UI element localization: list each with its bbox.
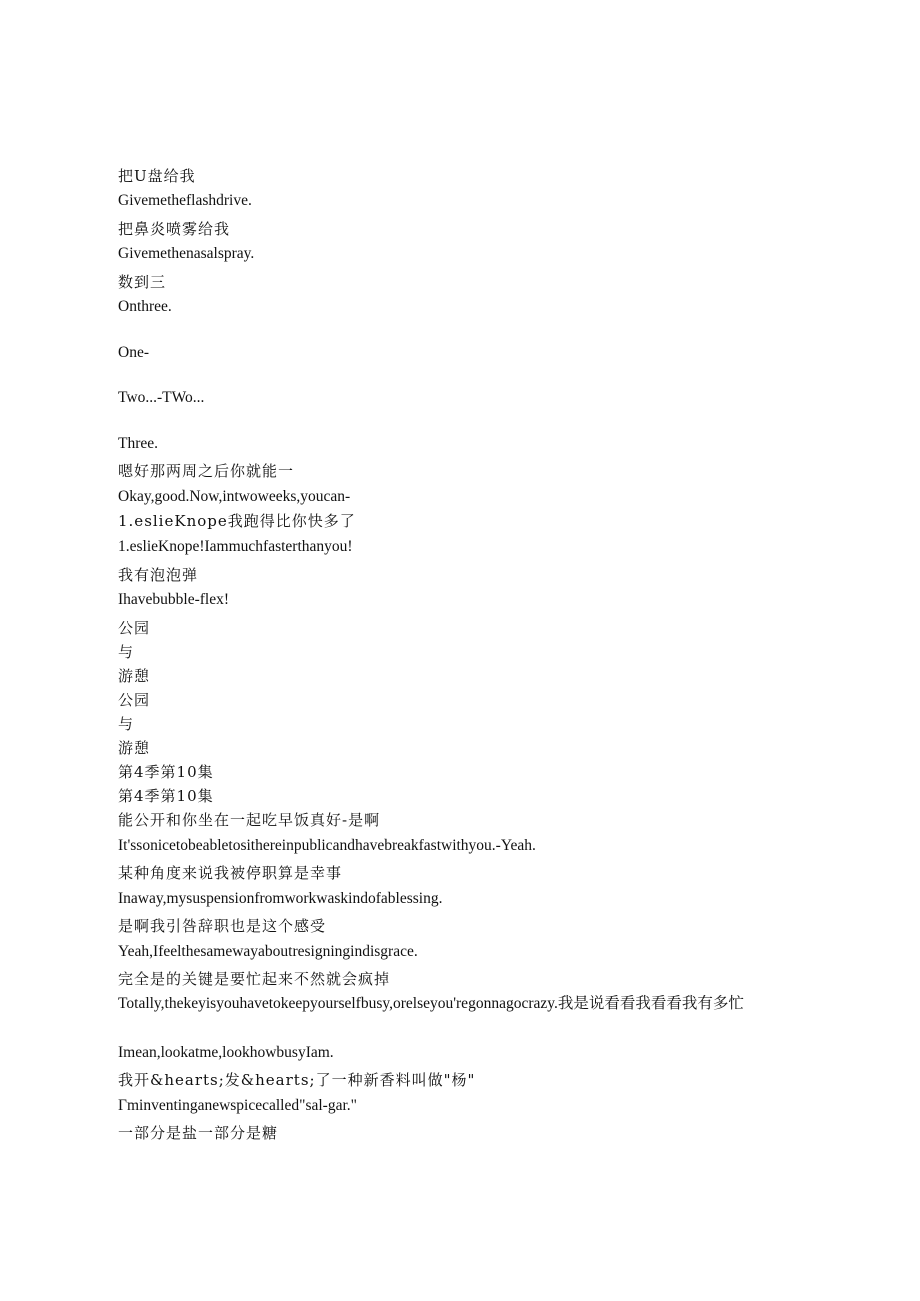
subtitle-line-en: Two...-TWo... — [118, 389, 205, 406]
subtitle-line-zh: 公园 — [118, 691, 151, 709]
subtitle-line-en: Onthree. — [118, 298, 172, 315]
subtitle-line-zh: 一部分是盐一部分是糖 — [118, 1124, 279, 1142]
subtitle-line-zh: 某种角度来说我被停职算是幸事 — [118, 864, 343, 882]
subtitle-line-en: 1.eslieKnope!Iammuchfasterthanyou! — [118, 538, 353, 555]
subtitle-line-en: Givemethenasalspray. — [118, 245, 255, 262]
subtitle-line-zh: 完全是的关键是要忙起来不然就会疯掉 — [118, 970, 391, 988]
subtitle-line-zh: 是啊我引咎辞职也是这个感受 — [118, 917, 327, 935]
subtitle-line-en: It'ssonicetobeabletosithereinpublicandhavebreakfastwithyou.-Yeah. — [118, 837, 536, 854]
subtitle-line-zh: 游憩 — [118, 739, 151, 757]
subtitle-line-zh: 我开&hearts;发&hearts;了一种新香料叫做"杨" — [118, 1071, 476, 1089]
subtitle-line-zh: 游憩 — [118, 667, 151, 685]
subtitle-line-zh: 能公开和你坐在一起吃早饭真好-是啊 — [118, 811, 381, 829]
subtitle-line-en: Givemetheflashdrive. — [118, 192, 252, 209]
subtitle-line-en: Ihavebubble-flex! — [118, 591, 230, 608]
subtitle-line-zh: 把鼻炎喷雾给我 — [118, 220, 231, 238]
subtitle-line-zh: 我有泡泡弹 — [118, 566, 199, 584]
subtitle-line-en: Inaway,mysuspensionfromworkwaskindofablessing. — [118, 890, 443, 907]
subtitle-line-en: Γminventinganewspicecalled"sal-gar." — [118, 1097, 357, 1114]
subtitle-line-zh: 公园 — [118, 619, 151, 637]
subtitle-line-zh: 把U盘给我 — [118, 167, 196, 185]
subtitle-line-zh: 1.eslieKnope我跑得比你快多了 — [118, 512, 356, 530]
subtitle-line-en: Yeah,Ifeelthesamewayaboutresigningindisgrace. — [118, 943, 418, 960]
episode-heading: 第4季第10集 — [118, 763, 214, 781]
subtitle-line-zh: 与 — [118, 643, 135, 661]
subtitle-line-mixed: Totally,thekeyisyouhavetokeepyourselfbusy,orelseyou'regonnagocrazy.我是说看看我看看我有多忙 — [118, 995, 744, 1012]
subtitle-line-en: Three. — [118, 435, 159, 452]
subtitle-line-en: Okay,good.Now,intwoweeks,youcan- — [118, 488, 351, 505]
subtitle-line-zh: 数到三 — [118, 273, 167, 291]
subtitle-line-en: One- — [118, 344, 149, 361]
subtitle-line-en: Imean,lookatme,lookhowbusyIam. — [118, 1044, 334, 1061]
episode-heading: 第4季第10集 — [118, 787, 214, 805]
subtitle-line-zh: 与 — [118, 715, 135, 733]
subtitle-line-zh: 嗯好那两周之后你就能一 — [118, 462, 295, 480]
